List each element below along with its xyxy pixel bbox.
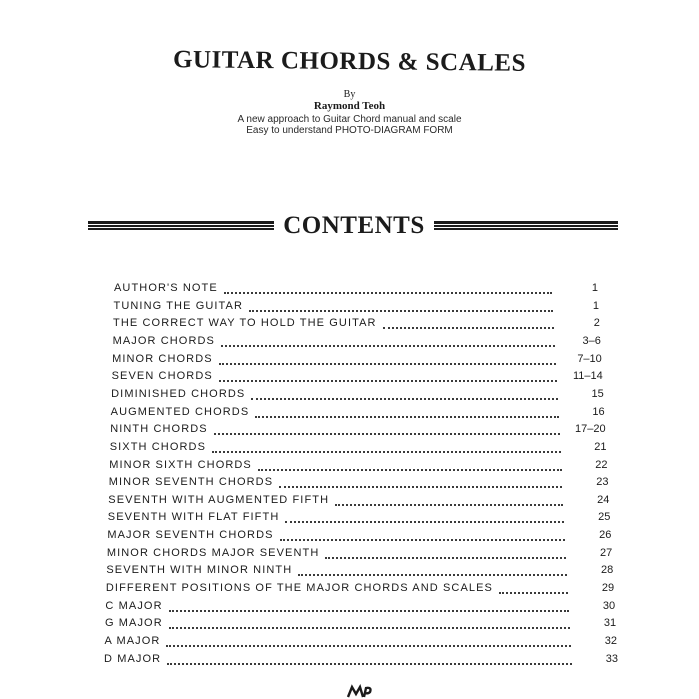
tagline-line-2: Easy to understand PHOTO-DIAGRAM FORM [246,125,453,136]
toc-leader-dots [219,379,557,382]
toc-entry-label: MAJOR SEVENTH CHORDS [107,529,274,542]
toc-leader-dots [221,344,555,347]
toc-leader-dots [212,450,561,453]
toc-entry-label: THE CORRECT WAY TO HOLD THE GUITAR [113,317,377,330]
toc-leader-dots [166,644,571,647]
toc-entry-page: 29 [601,582,615,595]
toc-leader-dots [249,309,553,312]
toc-leader-dots [285,520,564,523]
tagline-line-1: A new approach to Guitar Chord manual and scale [237,114,462,125]
toc-entry-label: TUNING THE GUITAR [113,299,244,312]
toc-leader-dots [280,538,566,541]
toc-entry-page: 15 [591,387,604,400]
toc-entry [114,282,598,298]
toc-entry-page: 17–20 [575,423,606,436]
toc-entry-page: 22 [595,458,608,471]
toc-leader-dots [335,503,563,506]
toc-entry-page: 23 [596,476,609,489]
toc-entry-label: DIFFERENT POSITIONS OF THE MAJOR CHORDS AND SCALES [105,582,493,595]
toc-entry-label: SEVEN CHORDS [111,370,213,383]
toc-entry-label: DIMINISHED CHORDS [111,387,246,400]
toc-entry-page: 24 [597,493,610,506]
toc-entry-label: NINTH CHORDS [110,423,208,436]
toc-entry [109,476,609,492]
toc-entry [110,423,605,439]
toc-entry-label: MINOR CHORDS [112,352,213,365]
toc-entry [107,547,612,563]
toc-entry-label: MINOR SEVENTH CHORDS [108,476,274,489]
toc-leader-dots [169,609,570,612]
toc-entry-label: A MAJOR [104,635,161,647]
toc-entry-page: 3–6 [582,334,601,347]
toc-entry-page: 1 [592,299,599,312]
toc-entry-page: 33 [605,652,618,665]
toc-entry-label: AUGMENTED CHORDS [110,405,250,418]
toc-entry-page: 11–14 [572,370,603,383]
toc-entry-label: AUTHOR'S NOTE [114,282,218,294]
publisher-logo-icon [346,684,374,698]
toc-entry-page: 21 [594,440,607,453]
toc-entry [112,370,603,386]
toc-entry-label: SEVENTH WITH MINOR NINTH [106,564,293,577]
toc-leader-dots [251,397,557,400]
toc-entry-page: 2 [593,317,600,330]
book-title: GUITAR CHORDS & SCALES [172,46,527,77]
toc-entry-page: 7–10 [577,352,602,365]
toc-leader-dots [214,432,560,435]
toc-entry [113,317,600,333]
toc-entry [110,441,607,457]
toc-entry [111,406,605,422]
toc-leader-dots [298,573,567,576]
toc-entry-label: C MAJOR [105,599,163,612]
author-name: Raymond Teoh [313,100,386,112]
toc-leader-dots [258,468,562,471]
contents-heading: CONTENTS [283,212,425,239]
toc-entry-page: 32 [604,635,618,647]
toc-entry-label: SEVENTH WITH AUGMENTED FIFTH [108,493,330,506]
toc-leader-dots [219,362,556,365]
toc-entry-page: 31 [603,617,617,630]
toc-entry-label: MINOR SIXTH CHORDS [109,458,252,471]
toc-entry [104,635,617,651]
toc-entry-page: 28 [600,564,614,577]
toc-entry-label: SEVENTH WITH FLAT FIFTH [107,511,280,524]
toc-entry-label: G MAJOR [104,617,163,630]
toc-entry [105,617,616,633]
toc-entry [105,600,615,616]
toc-leader-dots [169,626,570,629]
toc-leader-dots [279,485,562,488]
toc-entry-label: MINOR CHORDS MAJOR SEVENTH [106,546,320,559]
toc-leader-dots [499,591,568,594]
toc-entry-page: 25 [598,511,611,524]
toc-leader-dots [167,662,572,665]
toc-leader-dots [224,291,552,294]
toc-entry-page: 30 [602,599,616,612]
toc-entry-label: SIXTH CHORDS [109,440,207,453]
toc-entry [104,653,618,669]
toc-entry [113,335,601,351]
toc-entry [106,564,613,580]
toc-entry-page: 1 [591,282,598,294]
toc-entry-label: D MAJOR [104,652,162,665]
toc-entry [112,353,602,369]
toc-entry [114,300,599,316]
toc-entry [107,529,611,545]
toc-entry-page: 27 [600,546,613,559]
toc-entry [108,494,609,510]
toc-leader-dots [325,556,566,559]
toc-entry-page: 16 [592,405,605,418]
toc-entry [109,459,607,475]
toc-entry-page: 26 [599,529,612,542]
toc-leader-dots [255,415,558,418]
toc-entry [111,388,604,404]
toc-entry [108,511,611,527]
toc-entry [106,582,614,598]
by-line: By [343,89,356,100]
toc-entry-label: MAJOR CHORDS [112,334,215,347]
toc-leader-dots [383,326,554,329]
